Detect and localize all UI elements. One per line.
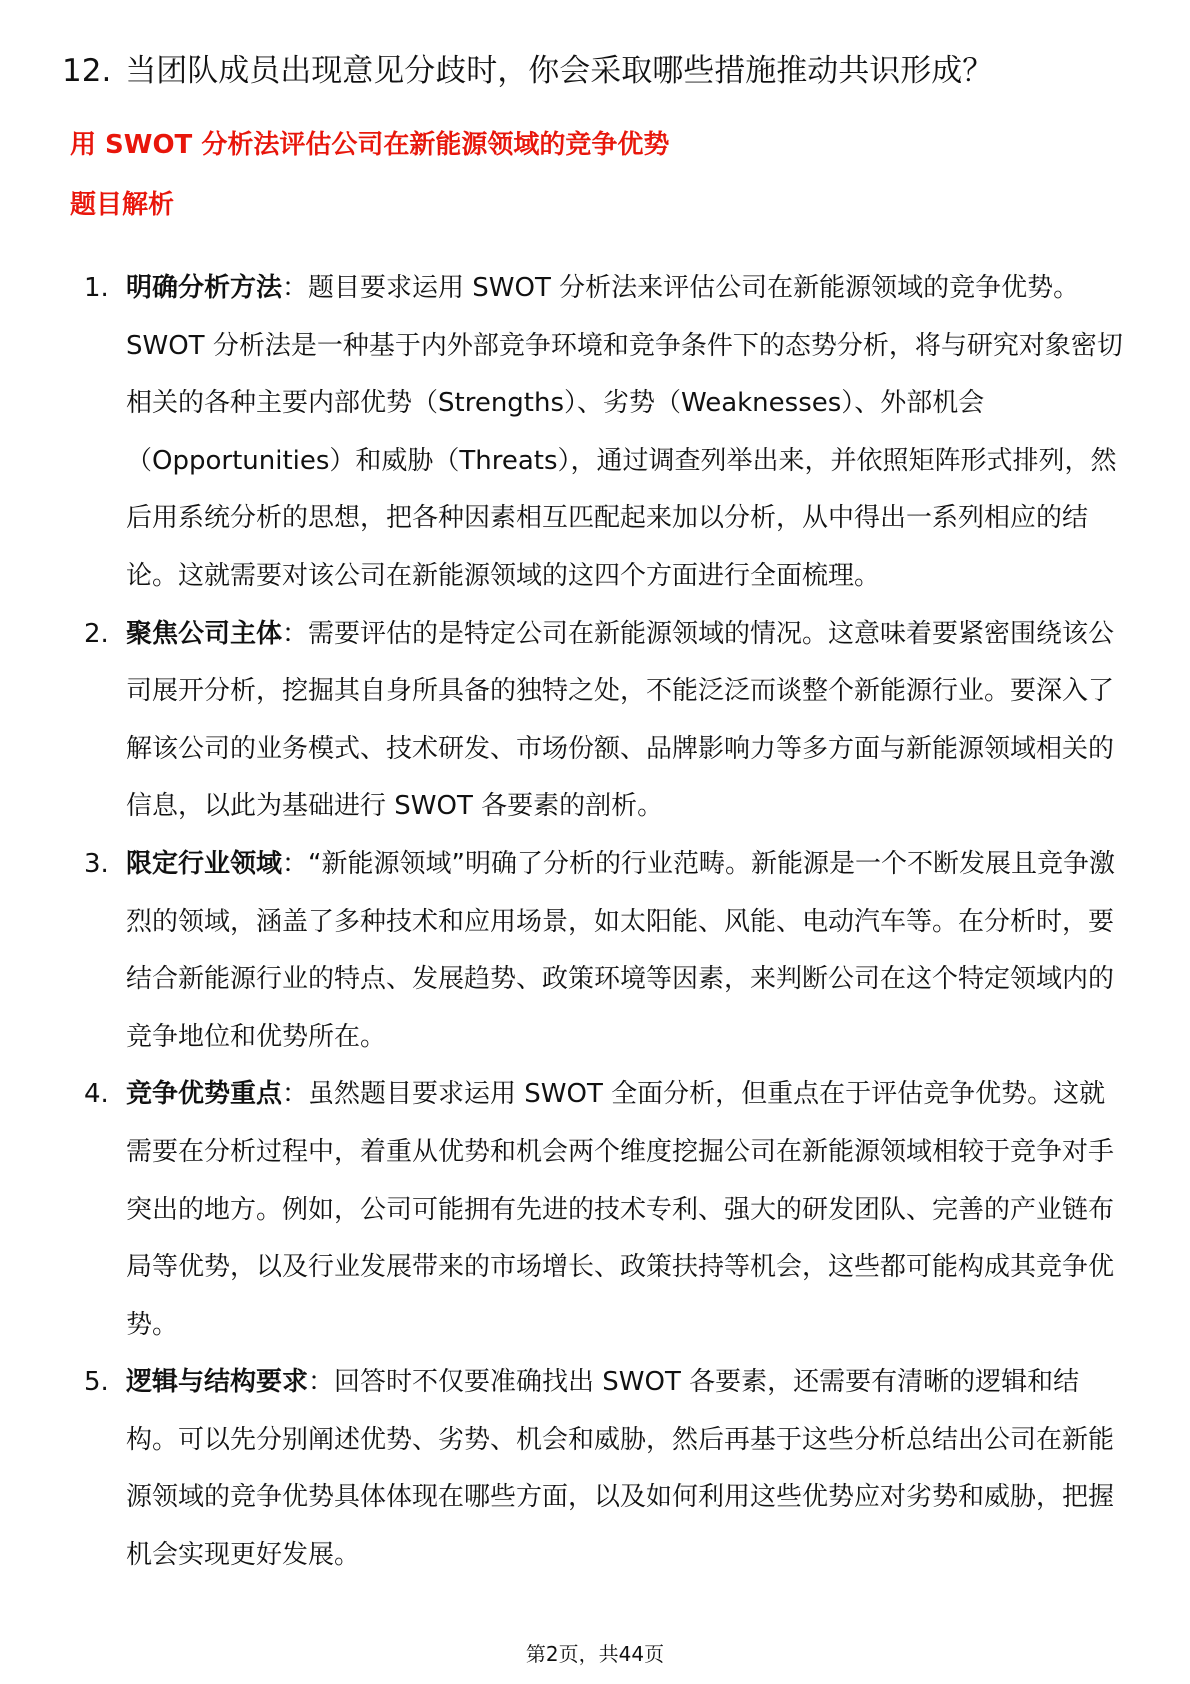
section-label: 题目解析	[70, 190, 175, 220]
list-item	[0, 1354, 1190, 1584]
list-item	[0, 260, 1190, 606]
item-body: ：题目要求运用 SWOT 分析法来评估公司在新能源领域的竞争优势。SWOT 分析法是一种基于内外部竞争环境和竞争条件下的态势分析，将与研究对象密切相关的各种主要内部优势（Strengths）、劣势（Weaknesses）、外部机会（Opportunities）和威胁（Threats），通过调查列举出来，并依照矩阵形式排列，然后用系统分析的思想，把各种因素相互匹配起来加以分析，从中得出一系列相应的结论。这就需要对该公司在新能源领域的这四个方面进行全面梳理。	[126, 273, 1123, 591]
question-heading	[62, 48, 1142, 94]
analysis-list	[0, 260, 1190, 1585]
item-number: 3.	[84, 848, 109, 879]
list-item	[0, 606, 1190, 836]
item-body: ：回答时不仅要准确找出 SWOT 各要素，还需要有清晰的逻辑和结构。可以先分别阐述优势、劣势、机会和威胁，然后再基于这些分析总结出公司在新能源领域的竞争优势具体体现在哪些方面，以及如何利用这些优势应对劣势和威胁，把握机会实现更好发展。	[126, 1367, 1115, 1571]
item-number: 1.	[84, 273, 109, 303]
item-number: 5.	[84, 1367, 109, 1398]
item-number: 4.	[84, 1079, 109, 1110]
item-number: 2.	[84, 618, 109, 649]
page-footer: 第2页，共44页	[525, 1642, 665, 1666]
item-title: 限定行业领域	[126, 848, 283, 879]
item-title: 竞争优势重点	[126, 1079, 283, 1110]
question-number: 12.	[62, 53, 112, 89]
item-title: 聚焦公司主体	[126, 618, 283, 649]
list-item	[0, 836, 1190, 1066]
item-body: ：需要评估的是特定公司在新能源领域的情况。这意味着要紧密围绕该公司展开分析，挖掘其自身所具备的独特之处，不能泛泛而谈整个新能源行业。要深入了解该公司的业务模式、技术研发、市场份额、品牌影响力等多方面与新能源领域相关的信息，以此为基础进行 SWOT 各要素的剖析。	[126, 618, 1115, 822]
item-body: ：“新能源领域”明确了分析的行业范畴。新能源是一个不断发展且竞争激烈的领域，涵盖了多种技术和应用场景，如太阳能、风能、电动汽车等。在分析时，要结合新能源行业的特点、发展趋势、政策环境等因素，来判断公司在这个特定领域内的竞争地位和优势所在。	[126, 848, 1115, 1052]
item-body: ：虽然题目要求运用 SWOT 全面分析，但重点在于评估竞争优势。这就需要在分析过程中，着重从优势和机会两个维度挖掘公司在新能源领域相较于竞争对手突出的地方。例如，公司可能拥有先进的技术专利、强大的研发团队、完善的产业链布局等优势，以及行业发展带来的市场增长、政策扶持等机会，这些都可能构成其竞争优势。	[126, 1079, 1115, 1340]
topic-subtitle: 用 SWOT 分析法评估公司在新能源领域的竞争优势	[70, 130, 670, 160]
item-title: 逻辑与结构要求	[126, 1367, 309, 1398]
list-item	[0, 1066, 1190, 1354]
item-title: 明确分析方法	[126, 273, 283, 303]
question-text: 当团队成员出现意见分歧时，你会采取哪些措施推动共识形成？	[125, 53, 994, 89]
